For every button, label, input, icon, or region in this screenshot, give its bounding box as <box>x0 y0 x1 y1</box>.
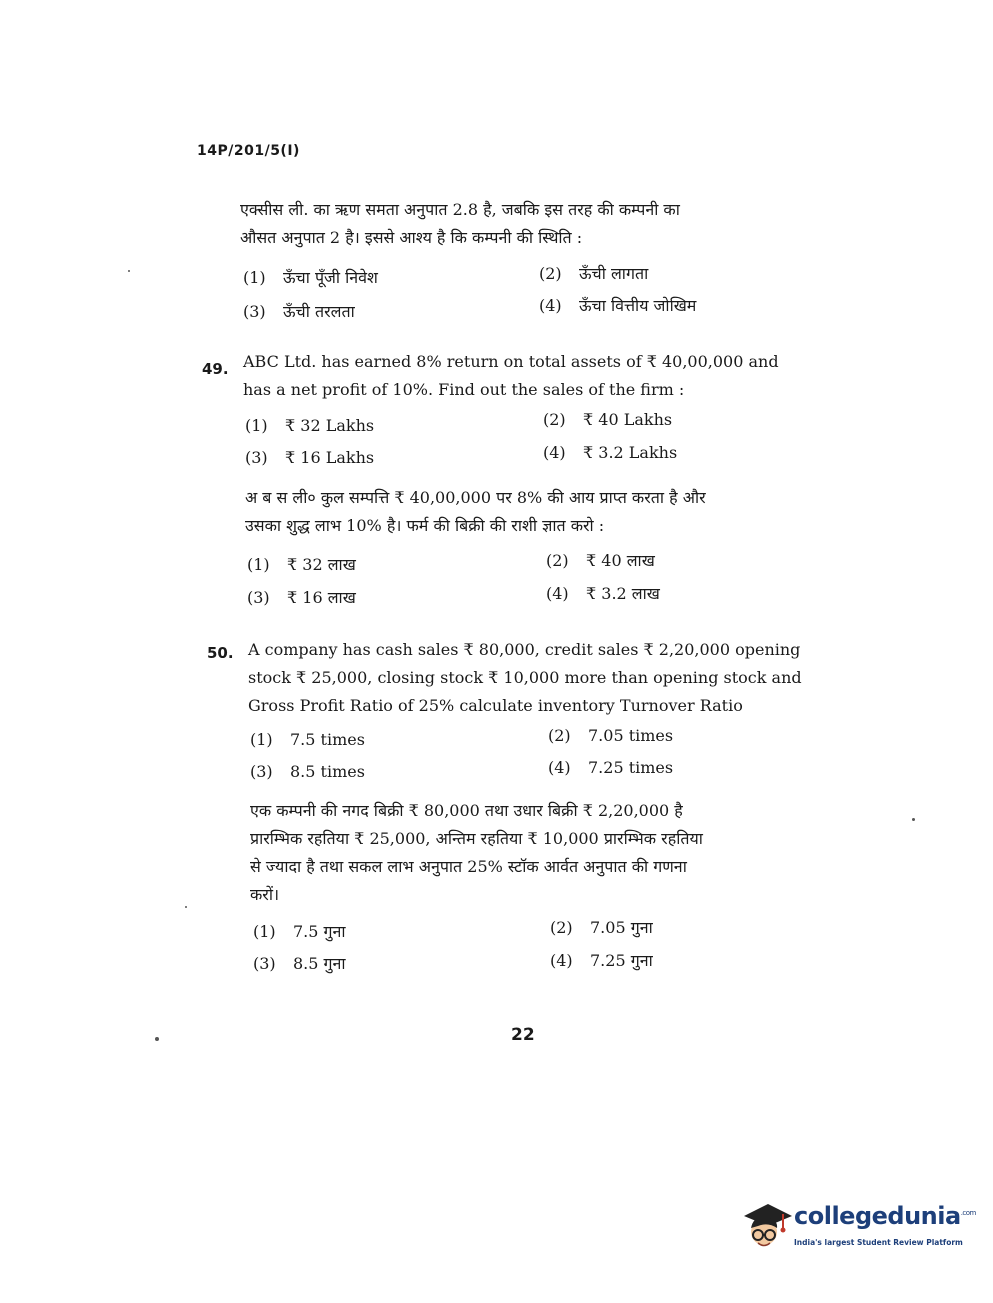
q49-option-2: (2) ₹ 40 Lakhs <box>543 410 673 429</box>
q49-hindi-option-4: (4) ₹ 3.2 लाख <box>546 584 660 603</box>
page-number: 22 <box>511 1025 535 1045</box>
q50-hindi-text <box>250 797 703 909</box>
q50-hindi-option-4: (4) 7.25 गुना <box>550 951 653 970</box>
q50-option-2: (2) 7.05 times <box>548 726 674 745</box>
paper-code: 14P/201/5(I) <box>197 143 300 159</box>
q49-option-3: (3) ₹ 16 Lakhs <box>245 448 375 467</box>
q49-option-1: (1) ₹ 32 Lakhs <box>245 416 375 435</box>
q49-hindi-option-3: (3) ₹ 16 लाख <box>247 588 356 607</box>
question-number: 50. <box>207 644 234 662</box>
q48-option-1: (1) ऊँचा पूँजी निवेश <box>243 268 378 287</box>
q48-option-2: (2) ऊँची लागता <box>539 264 649 283</box>
scan-speck <box>155 1037 159 1041</box>
q49-line: has a net profit of 10%. Find out the sales of the firm : <box>243 380 685 399</box>
q50-hindi-line: एक कम्पनी की नगद बिक्री ₹ 80,000 तथा उधार बिक्री ₹ 2,20,000 है <box>250 801 683 820</box>
q50-option-4: (4) 7.25 times <box>548 758 674 777</box>
q50-hindi-line: करों। <box>250 885 280 904</box>
q48-option-4: (4) ऊँचा वित्तीय जोखिम <box>539 296 697 315</box>
q50-hindi-line: प्रारम्भिक रहतिया ₹ 25,000, अन्तिम रहतिया ₹ 10,000 प्रारम्भिक रहतिया <box>250 829 703 848</box>
q49-line: ABC Ltd. has earned 8% return on total assets of ₹ 40,00,000 and <box>243 352 779 371</box>
q49-hindi-text <box>245 484 706 540</box>
mascot-icon <box>738 1196 794 1260</box>
q49-hindi-line: उसका शुद्ध लाभ 10% है। फर्म की बिक्री की राशी ज्ञात करो : <box>245 516 605 535</box>
q50-option-1: (1) 7.5 times <box>250 730 365 749</box>
q50-line: Gross Profit Ratio of 25% calculate inventory Turnover Ratio <box>248 696 743 715</box>
logo-wordmark: collegedunia$^{.com}$ <box>794 1202 976 1230</box>
q48-option-3: (3) ऊँची तरलता <box>243 302 355 321</box>
q50-option-3: (3) 8.5 times <box>250 762 365 781</box>
scan-speck <box>128 270 130 272</box>
q48-hindi-line: एक्सीस ली. का ऋण समता अनुपात 2.8 है, जबकि इस तरह की कम्पनी का <box>240 200 680 219</box>
q50-hindi-option-2: (2) 7.05 गुना <box>550 918 653 937</box>
scan-speck <box>912 818 915 821</box>
q48-hindi-text <box>240 196 680 252</box>
q50-hindi-option-1: (1) 7.5 गुना <box>253 922 346 941</box>
q50-english-text <box>248 636 802 720</box>
q50-line: stock ₹ 25,000, closing stock ₹ 10,000 more than opening stock and <box>248 668 802 687</box>
q48-hindi-line: औसत अनुपात 2 है। इससे आश्य है कि कम्पनी की स्थिति : <box>240 228 583 247</box>
logo-tagline: India's largest Student Review Platform <box>794 1238 963 1247</box>
q49-english-text <box>243 348 779 404</box>
q50-hindi-option-3: (3) 8.5 गुना <box>253 954 346 973</box>
q49-hindi-option-1: (1) ₹ 32 लाख <box>247 555 356 574</box>
question-number: 49. <box>202 360 229 378</box>
scan-speck <box>185 906 187 908</box>
q50-hindi-line: से ज्यादा है तथा सकल लाभ अनुपात 25% स्टॉक आर्वत अनुपात की गणना <box>250 857 687 876</box>
q50-line: A company has cash sales ₹ 80,000, credit sales ₹ 2,20,000 opening <box>248 640 801 659</box>
collegedunia-logo <box>738 1196 976 1260</box>
q49-hindi-line: अ ब स ली० कुल सम्पत्ति ₹ 40,00,000 पर 8% की आय प्राप्त करता है और <box>245 488 706 507</box>
q49-hindi-option-2: (2) ₹ 40 लाख <box>546 551 655 570</box>
q49-option-4: (4) ₹ 3.2 Lakhs <box>543 443 678 462</box>
